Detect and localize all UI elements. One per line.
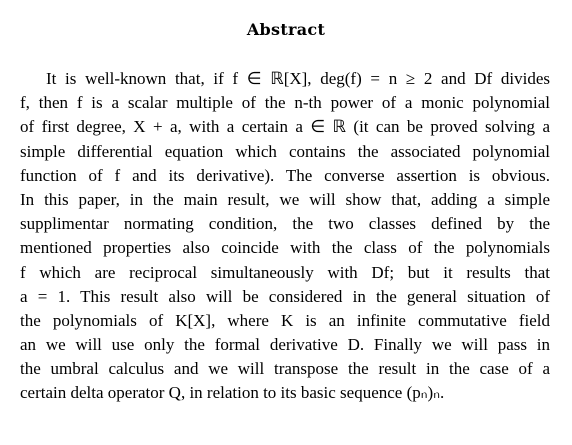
abstract-line: function of f and its derivative). The converse assertion is obvious. — [20, 165, 550, 185]
abstract-line: the umbral calculus and we will transpose the result in the case of a — [20, 359, 550, 379]
abstract-line: f which are reciprocal simultaneously with Df; but it results that — [20, 262, 550, 282]
abstract-line: f, then f is a scalar multiple of the n-th power of a monic polynomial — [20, 93, 550, 113]
abstract-line: mentioned properties also coincide with the class of the polynomials — [20, 238, 550, 258]
abstract-heading: Abstract — [246, 20, 326, 39]
abstract-line: the polynomials of K[X], where K is an infinite commutative field — [20, 310, 550, 330]
abstract-line: certain delta operator Q, in relation to its basic sequence (pₙ)ₙ. — [20, 383, 445, 403]
abstract-line: an we will use only the formal derivative D. Finally we will pass in — [20, 335, 550, 355]
abstract-body — [20, 67, 550, 406]
abstract-line: It is well-known that, if f ∈ ℝ[X], deg(f) = n ≥ 2 and Df divides — [46, 69, 550, 88]
abstract-line: In this paper, in the main result, we will show that, adding a simple — [20, 189, 550, 209]
abstract-line: supplimentar normating condition, the two classes defined by the — [20, 214, 550, 234]
abstract-line: of first degree, X + a, with a certain a ∈ ℝ (it can be proved solving a — [20, 117, 550, 137]
abstract-line: simple differential equation which contains the associated polynomial — [20, 141, 550, 161]
abstract-line: a = 1. This result also will be considered in the general situation of — [20, 286, 550, 306]
